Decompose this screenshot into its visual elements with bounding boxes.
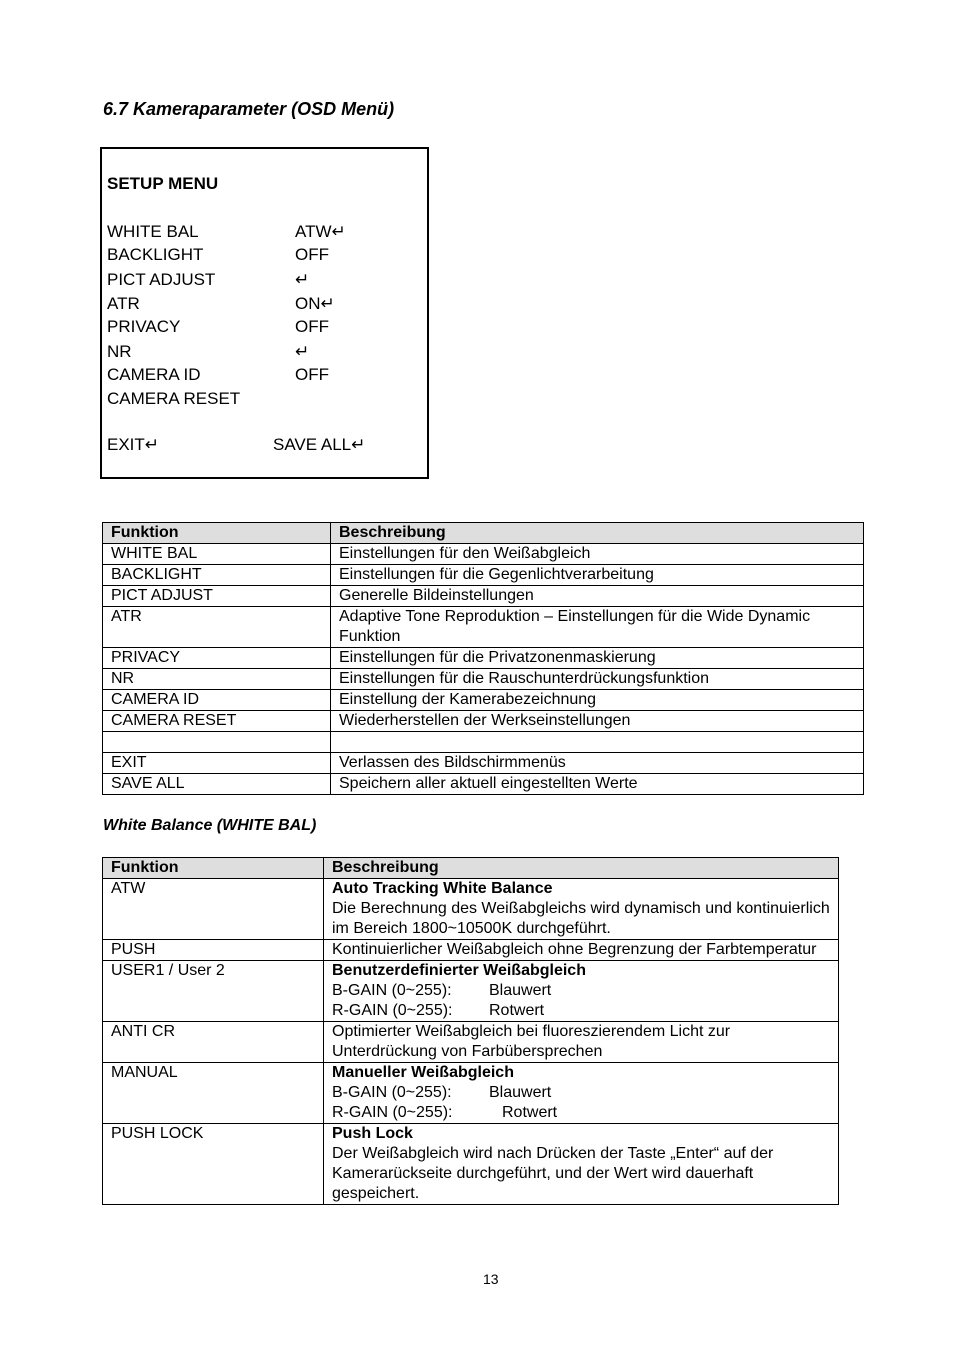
cell-function: USER1 / User 2 <box>103 961 324 1022</box>
table-row-empty <box>103 732 864 753</box>
r-gain-value: Rotwert <box>489 1002 545 1019</box>
osd-row-label: CAMERA RESET <box>107 389 241 408</box>
r-gain-line <box>332 1001 830 1021</box>
cell-description <box>324 961 839 1022</box>
osd-row-value: ↵ <box>295 270 310 289</box>
cell-function: MANUAL <box>103 1063 324 1124</box>
table-row <box>103 669 864 690</box>
osd-row-value: OFF <box>295 365 329 384</box>
cell-function: WHITE BAL <box>103 544 331 565</box>
cell-description <box>324 879 839 940</box>
description-title: Manueller Weißabgleich <box>332 1064 514 1081</box>
b-gain-line <box>332 981 830 1001</box>
osd-row-value: ON↵ <box>295 294 335 313</box>
b-gain-line <box>332 1083 830 1103</box>
cell-function: PRIVACY <box>103 648 331 669</box>
column-header: Beschreibung <box>331 523 864 544</box>
description-text: Die Berechnung des Weißabgleichs wird dynamisch und kontinuierlich im Bereich 1800~10500K durchgeführt. <box>332 900 830 937</box>
table-row <box>103 565 864 586</box>
osd-row-value: OFF <box>295 317 329 336</box>
description-title: Auto Tracking White Balance <box>332 880 553 897</box>
osd-row-label: NR <box>107 342 132 361</box>
osd-row-privacy <box>107 317 427 339</box>
b-gain-label: B-GAIN (0~255): <box>332 1084 452 1101</box>
osd-row-white-bal <box>107 222 427 244</box>
cell-description <box>324 1063 839 1124</box>
page-number: 13 <box>483 1271 499 1287</box>
table-row <box>103 1063 839 1124</box>
table-row <box>103 940 839 961</box>
table-row <box>103 607 864 648</box>
osd-row-value: ATW↵ <box>295 222 346 241</box>
cell-function: PUSH LOCK <box>103 1124 324 1205</box>
r-gain-value: Rotwert <box>502 1104 558 1121</box>
white-balance-table <box>102 857 839 1205</box>
osd-row-camera-id <box>107 365 427 387</box>
b-gain-value: Blauwert <box>489 982 552 999</box>
section-heading: 6.7 Kameraparameter (OSD Menü) <box>103 99 395 119</box>
r-gain-label: R-GAIN (0~255): <box>332 1104 453 1121</box>
cell-function: EXIT <box>103 753 331 774</box>
r-gain-line <box>332 1103 830 1123</box>
table-row <box>103 1124 839 1205</box>
description-text: Kontinuierlicher Weißabgleich ohne Begrenzung der Farbtemperatur <box>332 941 817 958</box>
table-row <box>103 711 864 732</box>
cell-description: Generelle Bildeinstellungen <box>331 586 864 607</box>
osd-row-label: ATR <box>107 294 140 313</box>
cell-description: Einstellungen für die Rauschunterdrückungsfunktion <box>331 669 864 690</box>
cell-description: Verlassen des Bildschirmmenüs <box>331 753 864 774</box>
subsection-heading: White Balance (WHITE BAL) <box>103 817 317 834</box>
osd-row-label: WHITE BAL <box>107 222 199 241</box>
cell-description <box>324 940 839 961</box>
table-row <box>103 586 864 607</box>
cell-function: BACKLIGHT <box>103 565 331 586</box>
description-title: Push Lock <box>332 1125 413 1142</box>
cell-description: Wiederherstellen der Werkseinstellungen <box>331 711 864 732</box>
cell-function: ATR <box>103 607 331 648</box>
cell-function: CAMERA RESET <box>103 711 331 732</box>
osd-row-camera-reset <box>107 389 427 411</box>
table-row <box>103 1022 839 1063</box>
cell-description <box>324 1124 839 1205</box>
osd-save-all: SAVE ALL↵ <box>273 435 366 454</box>
cell-description: Einstellung der Kamerabezeichnung <box>331 690 864 711</box>
cell-function: ATW <box>103 879 324 940</box>
description-text: Der Weißabgleich wird nach Drücken der Taste „Enter“ auf der Kamerarückseite durchgeführt, und der Wert wird dauerhaft gespeichert. <box>332 1145 774 1202</box>
cell-description <box>331 732 864 753</box>
osd-row-atr <box>107 294 427 316</box>
osd-row-label: PRIVACY <box>107 317 181 336</box>
b-gain-label: B-GAIN (0~255): <box>332 982 452 999</box>
column-header: Funktion <box>103 523 331 544</box>
table-row <box>103 879 839 940</box>
cell-function: PICT ADJUST <box>103 586 331 607</box>
osd-row-label: BACKLIGHT <box>107 245 204 264</box>
cell-function: ANTI CR <box>103 1022 324 1063</box>
osd-exit: EXIT↵ <box>107 435 160 454</box>
description-text: Optimierter Weißabgleich bei fluoreszierendem Licht zur Unterdrückung von Farbübersprechen <box>332 1023 731 1060</box>
osd-row-label: CAMERA ID <box>107 365 201 384</box>
cell-description: Speichern aller aktuell eingestellten Werte <box>331 774 864 795</box>
cell-function: SAVE ALL <box>103 774 331 795</box>
cell-description: Einstellungen für die Gegenlichtverarbeitung <box>331 565 864 586</box>
cell-description: Einstellungen für die Privatzonenmaskierung <box>331 648 864 669</box>
osd-title: SETUP MENU <box>107 174 219 193</box>
r-gain-label: R-GAIN (0~255): <box>332 1002 453 1019</box>
column-header: Funktion <box>103 858 324 879</box>
osd-row-nr <box>107 342 427 364</box>
cell-description: Einstellungen für den Weißabgleich <box>331 544 864 565</box>
table-row <box>103 753 864 774</box>
table-row <box>103 690 864 711</box>
menu-function-table <box>102 522 864 795</box>
osd-row-value: OFF <box>295 245 329 264</box>
table-row <box>103 961 839 1022</box>
osd-setup-menu <box>100 147 429 479</box>
table-header-row <box>103 858 839 879</box>
cell-description: Adaptive Tone Reproduktion – Einstellungen für die Wide Dynamic Funktion <box>331 607 864 648</box>
osd-row-label: PICT ADJUST <box>107 270 216 289</box>
cell-function: CAMERA ID <box>103 690 331 711</box>
table-row <box>103 544 864 565</box>
cell-function: PUSH <box>103 940 324 961</box>
cell-function: NR <box>103 669 331 690</box>
osd-row-backlight <box>107 245 427 267</box>
b-gain-value: Blauwert <box>489 1084 552 1101</box>
table-row <box>103 774 864 795</box>
column-header: Beschreibung <box>324 858 839 879</box>
description-title: Benutzerdefinierter Weißabgleich <box>332 962 586 979</box>
osd-row-pict-adjust <box>107 270 427 292</box>
table-header-row <box>103 523 864 544</box>
table-row <box>103 648 864 669</box>
cell-description <box>324 1022 839 1063</box>
cell-function <box>103 732 331 753</box>
osd-row-value: ↵ <box>295 342 310 361</box>
